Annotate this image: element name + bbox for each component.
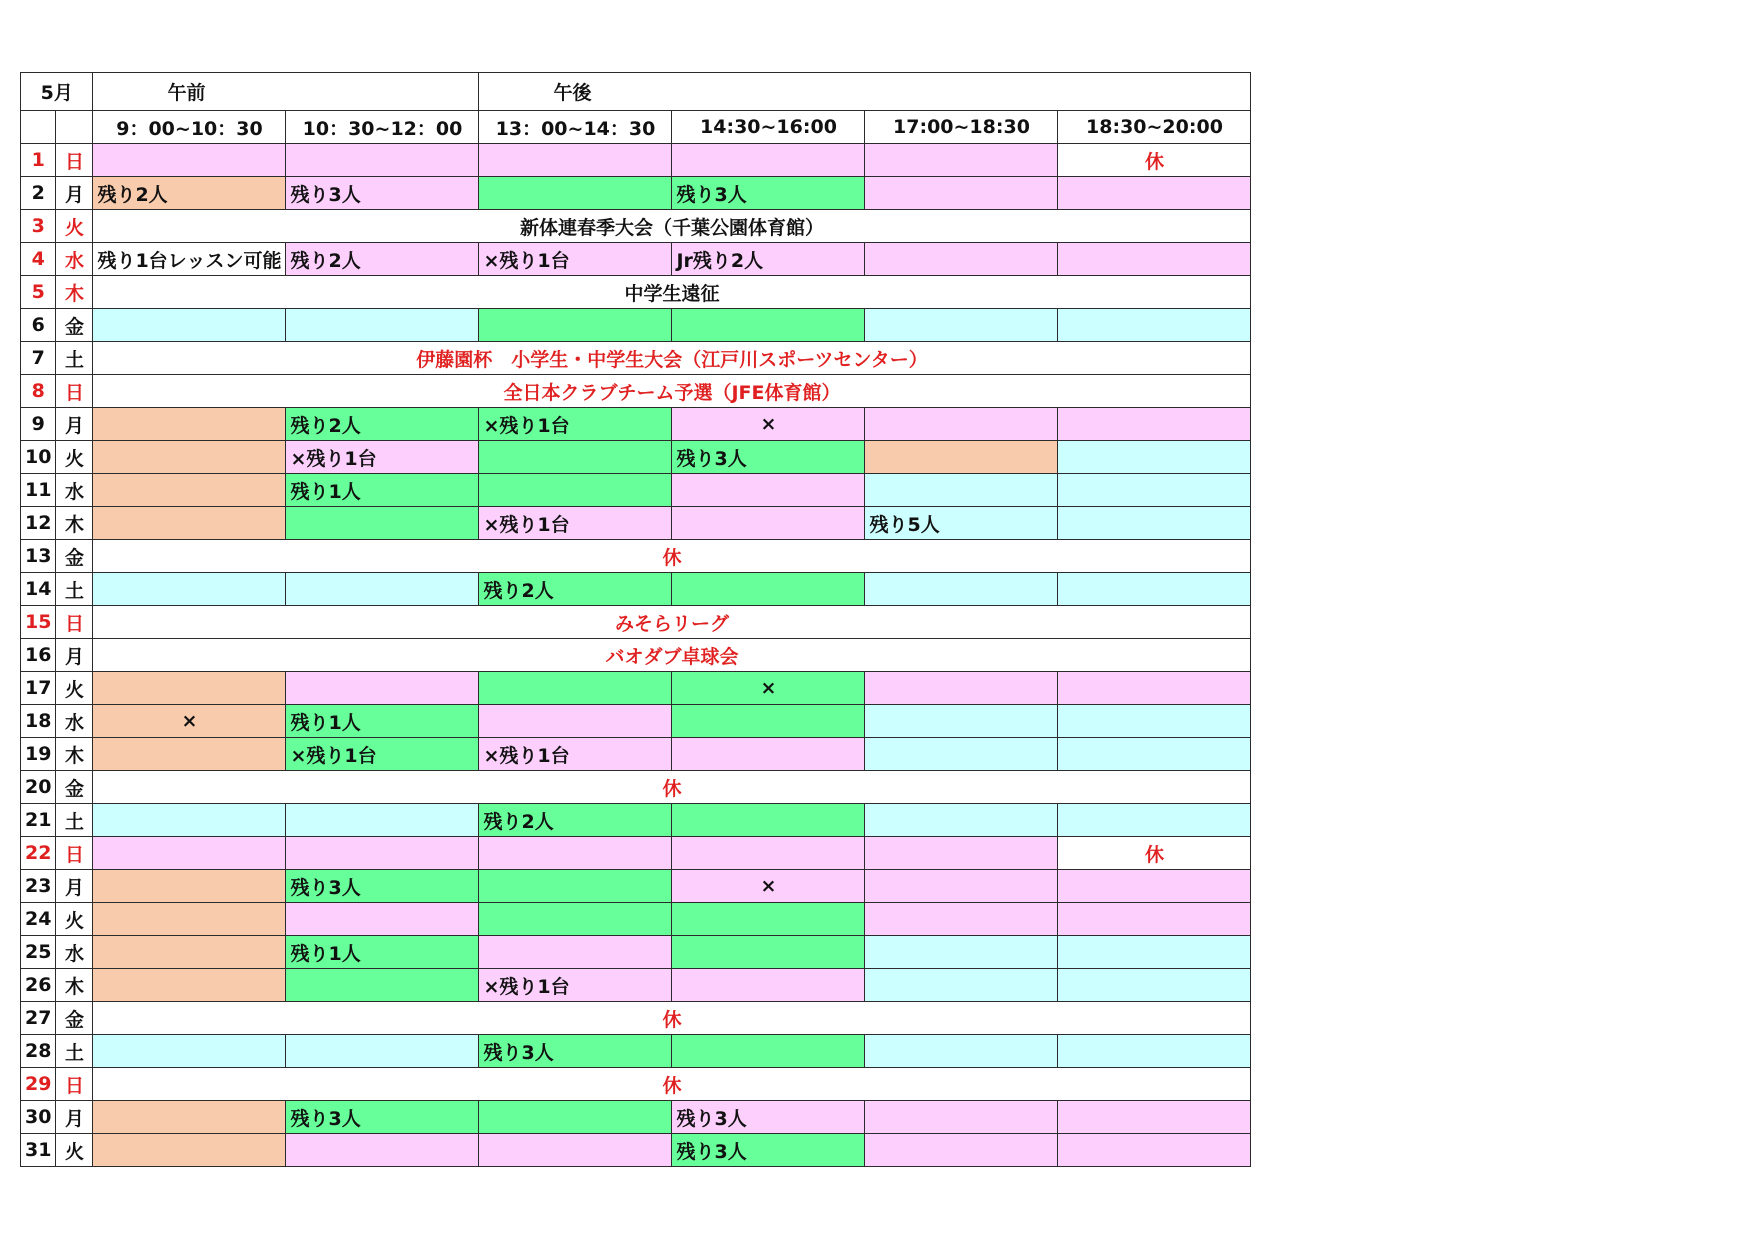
slot-cell: ×残り1台 xyxy=(286,441,479,474)
slot-cell xyxy=(286,1035,479,1068)
event-cell: みそらリーグ xyxy=(93,606,1251,639)
day-number: 14 xyxy=(21,573,56,606)
weekday: 日 xyxy=(56,375,93,408)
slot-cell xyxy=(865,1134,1058,1167)
slot-cell: × xyxy=(672,870,865,903)
slot-cell xyxy=(286,672,479,705)
month-label: 5月 xyxy=(21,73,93,111)
slot-cell xyxy=(93,738,286,771)
slot-cell xyxy=(93,408,286,441)
slot-cell: 残り1人 xyxy=(286,936,479,969)
day-row xyxy=(21,1002,1251,1035)
slot-cell xyxy=(865,573,1058,606)
day-row xyxy=(21,903,1251,936)
header-blank-weekday xyxy=(56,111,93,144)
weekday: 水 xyxy=(56,474,93,507)
slot-cell: ×残り1台 xyxy=(286,738,479,771)
slot-cell: 残り3人 xyxy=(286,177,479,210)
event-cell: 全日本クラブチーム予選（JFE体育館） xyxy=(93,375,1251,408)
slot-cell xyxy=(93,1035,286,1068)
weekday: 土 xyxy=(56,342,93,375)
day-number: 7 xyxy=(21,342,56,375)
slot-cell xyxy=(1058,672,1251,705)
slot-cell xyxy=(672,936,865,969)
weekday: 月 xyxy=(56,870,93,903)
slot-header: 17:00~18:30 xyxy=(865,111,1058,144)
slot-cell: 残り2人 xyxy=(479,573,672,606)
slot-cell xyxy=(479,936,672,969)
day-row xyxy=(21,672,1251,705)
slot-cell: ×残り1台 xyxy=(479,969,672,1002)
slot-cell xyxy=(865,441,1058,474)
day-row xyxy=(21,441,1251,474)
weekday: 金 xyxy=(56,771,93,804)
weekday: 月 xyxy=(56,408,93,441)
slot-cell: × xyxy=(672,672,865,705)
day-number: 28 xyxy=(21,1035,56,1068)
header-row-periods xyxy=(21,73,1251,111)
slot-cell xyxy=(865,969,1058,1002)
day-number: 30 xyxy=(21,1101,56,1134)
slot-cell xyxy=(479,837,672,870)
day-row xyxy=(21,870,1251,903)
slot-cell xyxy=(93,573,286,606)
slot-cell xyxy=(672,507,865,540)
slot-cell xyxy=(1058,804,1251,837)
slot-cell: Jr残り2人 xyxy=(672,243,865,276)
slot-cell xyxy=(93,804,286,837)
slot-cell xyxy=(865,408,1058,441)
slot-cell xyxy=(479,474,672,507)
weekday: 水 xyxy=(56,936,93,969)
day-number: 25 xyxy=(21,936,56,969)
day-number: 8 xyxy=(21,375,56,408)
day-row xyxy=(21,243,1251,276)
day-number: 3 xyxy=(21,210,56,243)
day-row xyxy=(21,936,1251,969)
slot-cell xyxy=(479,903,672,936)
slot-cell xyxy=(1058,1134,1251,1167)
day-number: 1 xyxy=(21,144,56,177)
slot-cell xyxy=(93,1134,286,1167)
slot-cell xyxy=(865,738,1058,771)
slot-cell xyxy=(865,705,1058,738)
slot-cell xyxy=(93,969,286,1002)
event-cell: 伊藤園杯 小学生・中学生大会（江戸川スポーツセンター） xyxy=(93,342,1251,375)
slot-cell xyxy=(286,573,479,606)
slot-cell xyxy=(1058,705,1251,738)
slot-cell xyxy=(865,903,1058,936)
weekday: 金 xyxy=(56,540,93,573)
day-number: 13 xyxy=(21,540,56,573)
slot-header: 13：00~14：30 xyxy=(479,111,672,144)
slot-cell xyxy=(286,969,479,1002)
slot-cell: ×残り1台 xyxy=(479,243,672,276)
slot-cell: 休 xyxy=(1058,837,1251,870)
slot-cell xyxy=(286,309,479,342)
slot-cell xyxy=(479,870,672,903)
weekday: 水 xyxy=(56,705,93,738)
slot-cell: 残り3人 xyxy=(286,1101,479,1134)
day-number: 17 xyxy=(21,672,56,705)
header-row-slots xyxy=(21,111,1251,144)
slot-cell xyxy=(93,672,286,705)
slot-cell xyxy=(479,672,672,705)
day-number: 29 xyxy=(21,1068,56,1101)
day-number: 21 xyxy=(21,804,56,837)
event-cell: バオダブ卓球会 xyxy=(93,639,1251,672)
slot-cell: × xyxy=(672,408,865,441)
slot-cell: ×残り1台 xyxy=(479,507,672,540)
slot-cell: 残り2人 xyxy=(93,177,286,210)
slot-cell: 残り3人 xyxy=(479,1035,672,1068)
day-row xyxy=(21,606,1251,639)
header-blank-day xyxy=(21,111,56,144)
day-row xyxy=(21,342,1251,375)
slot-cell xyxy=(865,474,1058,507)
slot-cell xyxy=(93,309,286,342)
day-number: 5 xyxy=(21,276,56,309)
slot-cell xyxy=(672,804,865,837)
slot-cell xyxy=(286,507,479,540)
day-row xyxy=(21,144,1251,177)
day-row xyxy=(21,276,1251,309)
slot-cell xyxy=(1058,738,1251,771)
slot-cell xyxy=(93,870,286,903)
slot-cell xyxy=(672,573,865,606)
day-number: 10 xyxy=(21,441,56,474)
slot-cell xyxy=(1058,1101,1251,1134)
slot-cell xyxy=(865,144,1058,177)
slot-cell xyxy=(1058,870,1251,903)
weekday: 日 xyxy=(56,606,93,639)
schedule-body xyxy=(21,144,1251,1167)
weekday: 水 xyxy=(56,243,93,276)
day-number: 12 xyxy=(21,507,56,540)
day-number: 27 xyxy=(21,1002,56,1035)
slot-cell xyxy=(672,474,865,507)
slot-cell xyxy=(286,804,479,837)
slot-cell xyxy=(479,1101,672,1134)
day-number: 22 xyxy=(21,837,56,870)
slot-cell: 休 xyxy=(1058,144,1251,177)
slot-cell xyxy=(93,1101,286,1134)
day-row xyxy=(21,309,1251,342)
slot-header: 9：00~10：30 xyxy=(93,111,286,144)
day-row xyxy=(21,1035,1251,1068)
slot-cell: ×残り1台 xyxy=(479,738,672,771)
day-row xyxy=(21,210,1251,243)
day-number: 23 xyxy=(21,870,56,903)
slot-cell xyxy=(1058,177,1251,210)
slot-cell xyxy=(1058,507,1251,540)
weekday: 金 xyxy=(56,309,93,342)
slot-cell xyxy=(1058,936,1251,969)
day-row xyxy=(21,177,1251,210)
slot-cell xyxy=(93,441,286,474)
slot-cell xyxy=(865,672,1058,705)
event-cell: 新体連春季大会（千葉公園体育館） xyxy=(93,210,1251,243)
day-row xyxy=(21,705,1251,738)
weekday: 木 xyxy=(56,738,93,771)
day-number: 19 xyxy=(21,738,56,771)
day-number: 20 xyxy=(21,771,56,804)
slot-cell xyxy=(865,804,1058,837)
day-number: 6 xyxy=(21,309,56,342)
day-row xyxy=(21,408,1251,441)
event-cell: 休 xyxy=(93,1068,1251,1101)
slot-cell xyxy=(286,1134,479,1167)
slot-cell xyxy=(479,144,672,177)
weekday: 土 xyxy=(56,1035,93,1068)
morning-header: 午前 xyxy=(93,73,479,111)
slot-cell xyxy=(1058,243,1251,276)
slot-cell xyxy=(286,144,479,177)
day-row xyxy=(21,738,1251,771)
slot-cell: 残り1台レッスン可能 xyxy=(93,243,286,276)
slot-cell xyxy=(286,837,479,870)
day-row xyxy=(21,474,1251,507)
slot-header: 18:30~20:00 xyxy=(1058,111,1251,144)
day-row xyxy=(21,507,1251,540)
slot-cell xyxy=(672,144,865,177)
slot-cell xyxy=(479,441,672,474)
slot-cell: × xyxy=(93,705,286,738)
day-row xyxy=(21,1068,1251,1101)
slot-cell xyxy=(672,1035,865,1068)
slot-cell xyxy=(672,705,865,738)
slot-cell xyxy=(672,837,865,870)
afternoon-header: 午後 xyxy=(479,73,1251,111)
slot-cell: 残り1人 xyxy=(286,474,479,507)
weekday: 土 xyxy=(56,573,93,606)
slot-cell xyxy=(865,936,1058,969)
weekday: 金 xyxy=(56,1002,93,1035)
weekday: 木 xyxy=(56,969,93,1002)
slot-cell xyxy=(1058,309,1251,342)
weekday: 火 xyxy=(56,672,93,705)
day-number: 2 xyxy=(21,177,56,210)
day-number: 31 xyxy=(21,1134,56,1167)
slot-cell xyxy=(672,309,865,342)
day-row xyxy=(21,804,1251,837)
slot-cell xyxy=(1058,408,1251,441)
weekday: 月 xyxy=(56,639,93,672)
slot-cell: 残り3人 xyxy=(672,1101,865,1134)
weekday: 日 xyxy=(56,1068,93,1101)
slot-cell xyxy=(865,1101,1058,1134)
weekday: 火 xyxy=(56,1134,93,1167)
slot-cell xyxy=(1058,441,1251,474)
weekday: 火 xyxy=(56,441,93,474)
slot-cell xyxy=(93,936,286,969)
slot-cell: 残り2人 xyxy=(286,408,479,441)
weekday: 月 xyxy=(56,177,93,210)
slot-cell xyxy=(1058,903,1251,936)
day-number: 26 xyxy=(21,969,56,1002)
slot-header: 14:30~16:00 xyxy=(672,111,865,144)
slot-header: 10：30~12：00 xyxy=(286,111,479,144)
slot-cell: 残り3人 xyxy=(672,1134,865,1167)
day-number: 16 xyxy=(21,639,56,672)
weekday: 火 xyxy=(56,903,93,936)
slot-cell: ×残り1台 xyxy=(479,408,672,441)
slot-cell: 残り3人 xyxy=(672,177,865,210)
slot-cell xyxy=(865,309,1058,342)
day-row xyxy=(21,375,1251,408)
day-number: 18 xyxy=(21,705,56,738)
slot-cell xyxy=(479,177,672,210)
day-number: 15 xyxy=(21,606,56,639)
slot-cell xyxy=(1058,1035,1251,1068)
slot-cell xyxy=(93,144,286,177)
weekday: 木 xyxy=(56,276,93,309)
slot-cell xyxy=(479,705,672,738)
day-number: 9 xyxy=(21,408,56,441)
day-row xyxy=(21,969,1251,1002)
slot-cell xyxy=(286,903,479,936)
day-row xyxy=(21,1134,1251,1167)
slot-cell: 残り1人 xyxy=(286,705,479,738)
slot-cell: 残り3人 xyxy=(672,441,865,474)
weekday: 木 xyxy=(56,507,93,540)
day-row xyxy=(21,540,1251,573)
event-cell: 休 xyxy=(93,771,1251,804)
day-number: 24 xyxy=(21,903,56,936)
slot-cell xyxy=(479,1134,672,1167)
event-cell: 休 xyxy=(93,1002,1251,1035)
slot-cell xyxy=(93,903,286,936)
weekday: 日 xyxy=(56,144,93,177)
slot-cell xyxy=(1058,969,1251,1002)
slot-cell xyxy=(1058,573,1251,606)
day-row xyxy=(21,837,1251,870)
weekday: 日 xyxy=(56,837,93,870)
event-cell: 中学生遠征 xyxy=(93,276,1251,309)
slot-cell xyxy=(93,474,286,507)
slot-cell: 残り3人 xyxy=(286,870,479,903)
slot-cell xyxy=(93,507,286,540)
day-row xyxy=(21,1101,1251,1134)
slot-cell xyxy=(865,837,1058,870)
day-number: 11 xyxy=(21,474,56,507)
slot-cell xyxy=(672,738,865,771)
event-cell: 休 xyxy=(93,540,1251,573)
slot-cell xyxy=(479,309,672,342)
slot-cell xyxy=(1058,474,1251,507)
slot-cell: 残り2人 xyxy=(479,804,672,837)
schedule-table xyxy=(20,72,1251,1167)
day-number: 4 xyxy=(21,243,56,276)
day-row xyxy=(21,573,1251,606)
slot-cell xyxy=(865,243,1058,276)
slot-cell xyxy=(93,837,286,870)
slot-cell xyxy=(865,870,1058,903)
slot-cell: 残り2人 xyxy=(286,243,479,276)
weekday: 月 xyxy=(56,1101,93,1134)
day-row xyxy=(21,639,1251,672)
slot-cell xyxy=(865,177,1058,210)
day-row xyxy=(21,771,1251,804)
slot-cell xyxy=(672,969,865,1002)
slot-cell: 残り5人 xyxy=(865,507,1058,540)
slot-cell xyxy=(865,1035,1058,1068)
weekday: 火 xyxy=(56,210,93,243)
weekday: 土 xyxy=(56,804,93,837)
slot-cell xyxy=(672,903,865,936)
